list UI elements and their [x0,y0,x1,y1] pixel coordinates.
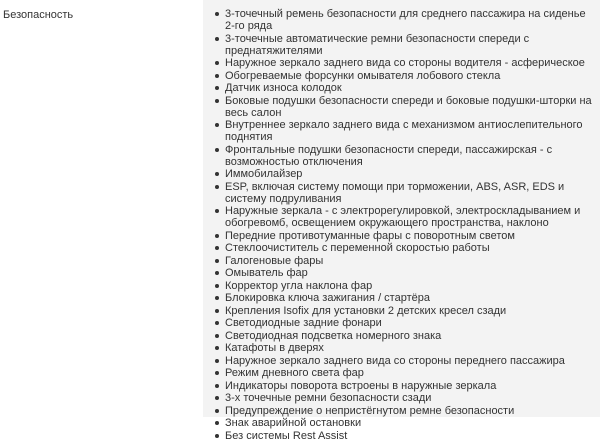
feature-text: Галогеновые фары [225,254,324,267]
feature-list-item [225,144,592,168]
feature-list-item [225,119,592,143]
feature-list-item [225,417,592,429]
feature-list-item [225,405,592,417]
bullet-icon [215,99,219,103]
bullet-icon [215,148,219,152]
section-label: Безопасность [3,9,74,21]
feature-list-item [225,57,592,69]
bullet-icon [215,209,219,213]
feature-text: Наружное зеркало заднего вида со стороны переднего пассажира [225,354,565,367]
feature-list-item [225,205,592,229]
feature-text: Предупреждение о непристёгнутом ремне безопасности [225,404,515,417]
feature-text: Блокировка ключа зажигания / стартёра [225,292,430,304]
feature-text: Светодиодная подсветка номерного знака [225,329,442,342]
bullet-icon [215,371,219,375]
feature-text: 3-точечные автоматические ремни безопасности спереди с преднатяжителями [225,32,530,57]
bullet-icon [215,346,219,350]
feature-list-item [225,367,592,379]
feature-list-item [225,181,592,205]
feature-list-item [225,392,592,404]
bullet-icon [215,434,219,438]
bullet-icon [215,246,219,250]
feature-text: 3-х точечные ремни безопасности сзади [225,392,432,404]
bullet-icon [215,334,219,338]
feature-text: Наружное зеркало заднего вида со стороны водителя - асферическое [225,57,585,69]
feature-text: Корректор угла наклона фар [225,279,373,292]
feature-text: Без системы Rest Assist [225,429,348,442]
bullet-icon [215,384,219,388]
feature-list-item [225,342,592,354]
feature-list-item [225,330,592,342]
feature-list-item [225,82,592,94]
bullet-icon [215,396,219,400]
feature-text: Крепления Isofix для установки 2 детских кресел сзади [225,304,507,317]
feature-list-item [225,242,592,254]
feature-text: 3-точечный ремень безопасности для среднего пассажира на сиденье 2-го ряда [225,8,586,32]
bullet-icon [215,185,219,189]
feature-list-item [225,317,592,329]
bullet-icon [215,321,219,325]
feature-text: Боковые подушки безопасности спереди и боковые подушки-шторки на весь салон [225,94,592,119]
bullet-icon [215,37,219,41]
bullet-icon [215,309,219,313]
feature-text: Индикаторы поворота встроены в наружные зеркала [225,379,497,392]
bullet-icon [215,409,219,413]
feature-text: ESP, включая систему помощи при торможении, ABS, ASR, EDS и систему подруливания [225,180,565,205]
feature-text: Режим дневного света фар [225,367,364,379]
feature-list-item [225,305,592,317]
feature-list-item [225,430,592,442]
bullet-icon [215,74,219,78]
bullet-icon [215,86,219,90]
feature-list-item [225,168,592,180]
feature-text: Фронтальные подушки безопасности спереди, пассажирская - с возможностью отключения [225,143,553,168]
feature-list-item [225,8,592,32]
feature-text: Внутреннее зеркало заднего вида с механизмом антиослепительного поднятия [225,119,583,143]
feature-text: Катафоты в дверях [225,342,324,354]
feature-list-item [225,355,592,367]
feature-text: Датчик износа колодок [225,82,342,94]
bullet-icon [215,421,219,425]
feature-text: Омыватель фар [225,267,308,279]
feature-text: Иммобилайзер [225,168,303,180]
feature-list-item [225,70,592,82]
feature-text: Передние противотуманные фары с поворотным светом [225,229,515,242]
feature-list-item [225,95,592,119]
bullet-icon [215,271,219,275]
spec-values-panel [203,0,600,442]
bullet-icon [215,259,219,263]
bullet-icon [215,296,219,300]
bullet-icon [215,234,219,238]
feature-text: Стеклоочиститель с переменной скоростью работы [225,242,490,254]
feature-list [203,8,600,442]
bullet-icon [215,123,219,127]
feature-list-item [225,255,592,267]
bullet-icon [215,359,219,363]
feature-list-item [225,380,592,392]
feature-list-item [225,292,592,304]
feature-text: Знак аварийной остановки [225,417,362,429]
feature-list-item [225,280,592,292]
feature-text: Наружные зеркала - с электрорегулировкой, электроскладыванием и обогревомб, освещением окружающего пространства, наклоно [225,205,581,229]
bullet-icon [215,284,219,288]
bullet-icon [215,61,219,65]
feature-text: Обогреваемые форсунки омывателя лобового стекла [225,69,501,82]
bullet-icon [215,172,219,176]
feature-text: Светодиодные задние фонари [225,317,382,329]
bullet-icon [215,12,219,16]
feature-list-item [225,267,592,279]
feature-list-item [225,230,592,242]
feature-list-item [225,33,592,57]
